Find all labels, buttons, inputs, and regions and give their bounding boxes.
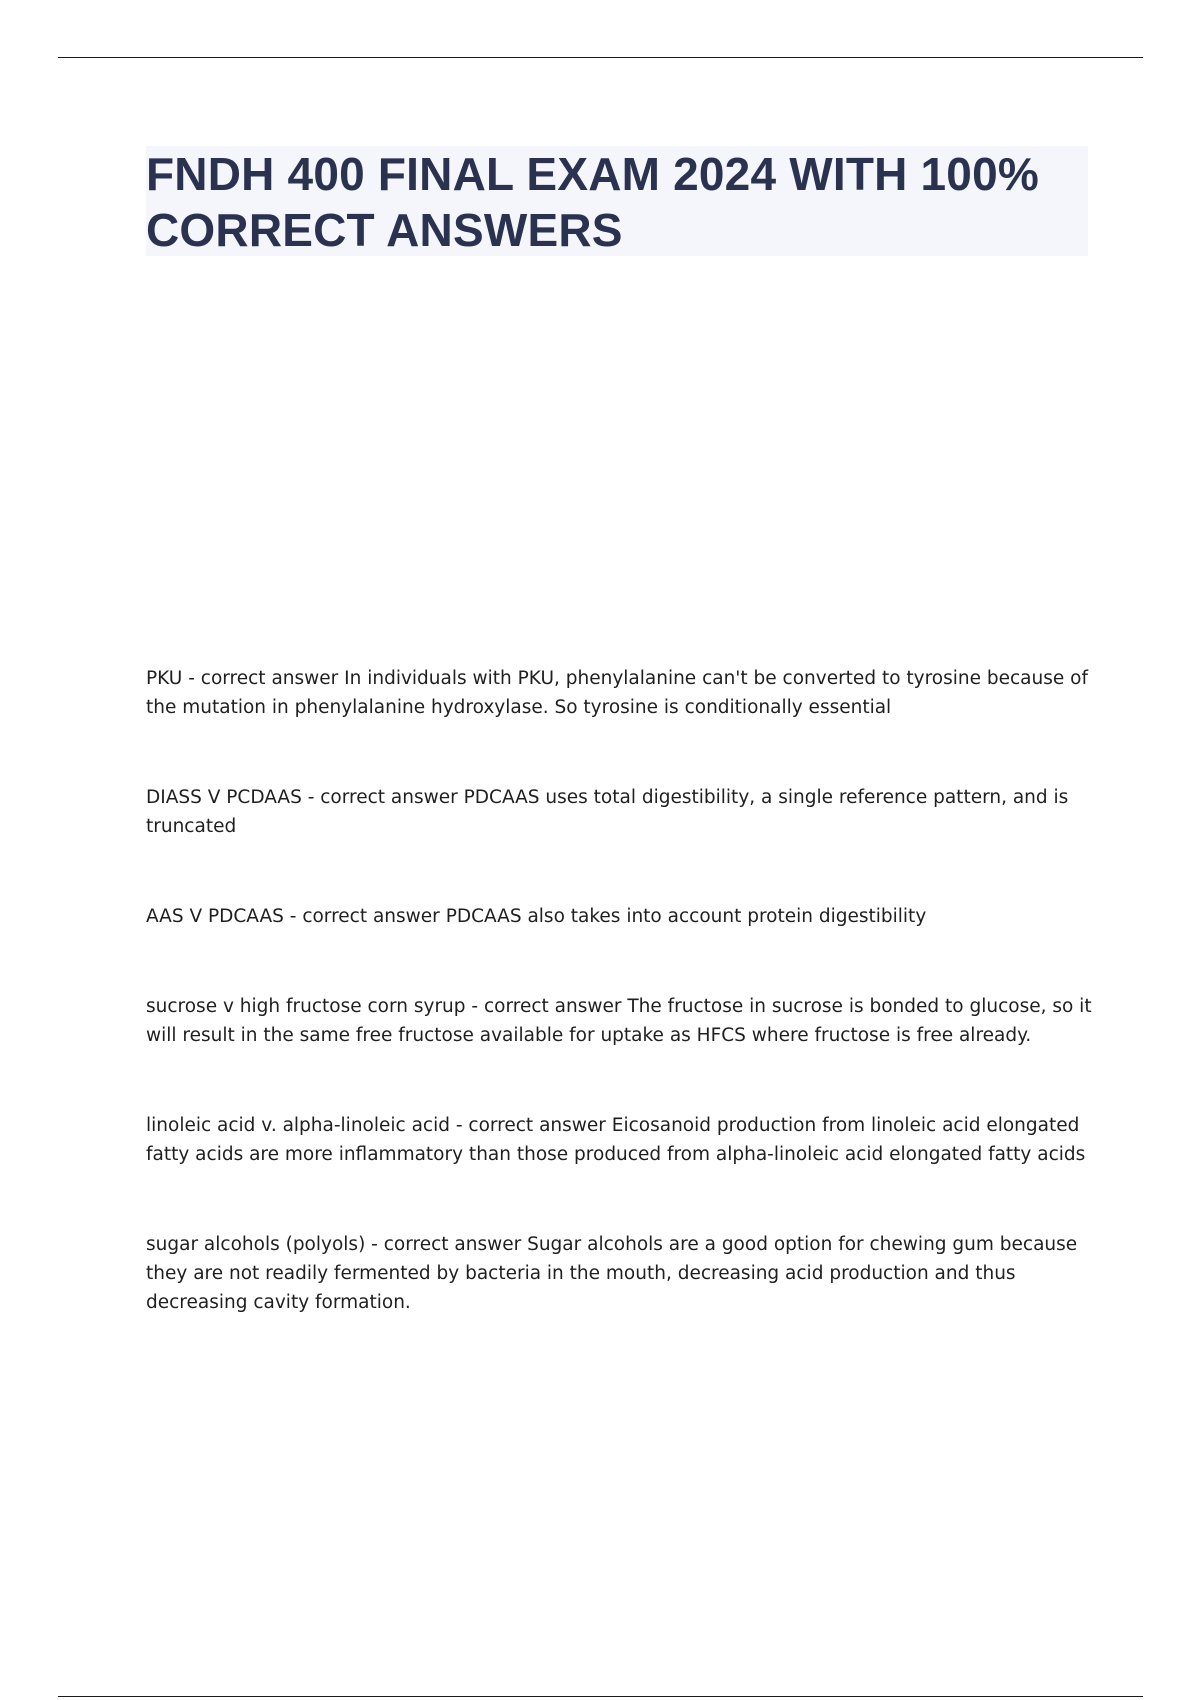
qa-term: linoleic acid v. alpha-linoleic acid (146, 1115, 450, 1136)
qa-answer-label: correct answer (483, 996, 622, 1017)
title-banner (146, 146, 1088, 256)
qa-term: PKU (146, 668, 183, 689)
qa-answer: PDCAAS also takes into account protein digestibility (445, 906, 927, 927)
qa-answer: The fructose in sucrose is bonded to glucose, so it will result in the same free fructose available for uptake as HFCS where fructose is free already. (146, 996, 1092, 1046)
qa-separator (365, 1234, 383, 1255)
qa-list (146, 664, 1096, 1378)
qa-separator (450, 1115, 468, 1136)
qa-answer: Sugar alcohols are a good option for chewing gum because they are not readily fermented by bacteria in the mouth, decreasing acid production and thus decreasing cavity formation. (146, 1234, 1078, 1313)
qa-answer-label: correct answer (200, 668, 339, 689)
qa-term: sucrose v high fructose corn syrup (146, 996, 466, 1017)
qa-item (146, 992, 1096, 1050)
qa-separator (284, 906, 302, 927)
page-title: FNDH 400 FINAL EXAM 2024 WITH 100% CORRECT ANSWERS (146, 148, 1039, 256)
qa-item (146, 783, 1096, 841)
qa-term: DIASS V PCDAAS (146, 787, 302, 808)
qa-answer: Eicosanoid production from linoleic acid elongated fatty acids are more inflammatory than those produced from alpha-linoleic acid elongated fatty acids (146, 1115, 1086, 1165)
qa-answer-label: correct answer (468, 1115, 606, 1136)
qa-item (146, 1230, 1096, 1317)
qa-item (146, 902, 1096, 931)
qa-item (146, 1111, 1096, 1169)
qa-item (146, 664, 1096, 722)
bottom-divider (58, 1696, 1143, 1697)
qa-separator (302, 787, 320, 808)
qa-answer-label: correct answer (302, 906, 440, 927)
qa-separator (182, 668, 200, 689)
qa-answer: PDCAAS uses total digestibility, a single reference pattern, and is truncated (146, 787, 1069, 837)
top-divider (58, 57, 1143, 58)
qa-answer-label: correct answer (320, 787, 458, 808)
qa-separator (466, 996, 484, 1017)
qa-answer-label: correct answer (383, 1234, 522, 1255)
qa-term: sugar alcohols (polyols) (146, 1234, 366, 1255)
qa-answer: In individuals with PKU, phenylalanine can't be converted to tyrosine because of the mutation in phenylalanine hydroxylase. So tyrosine is conditionally essential (146, 668, 1088, 718)
qa-term: AAS V PDCAAS (146, 906, 284, 927)
